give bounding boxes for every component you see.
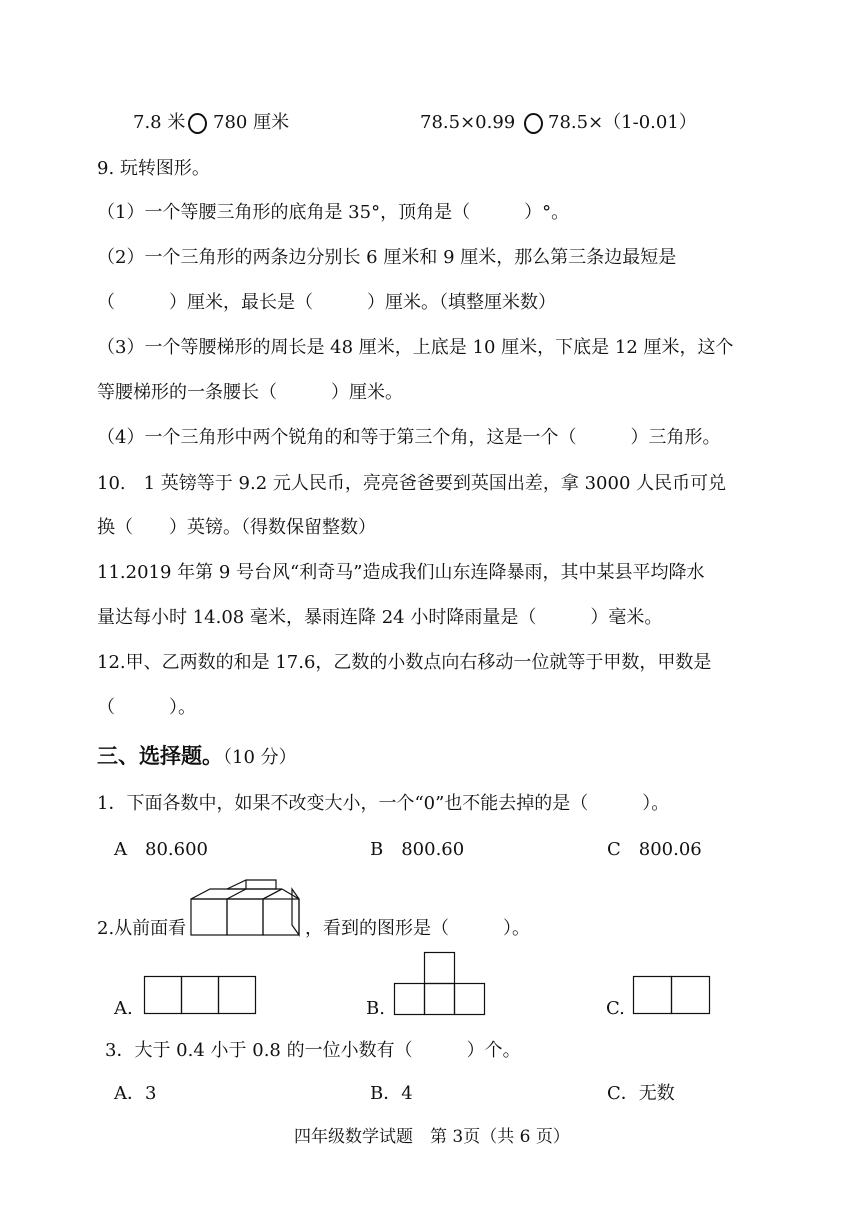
- compare-right-b: 78.5×（1-0.01）: [548, 112, 697, 133]
- choice1-option-a[interactable]: A 80.600: [114, 839, 208, 860]
- choice3-option-b[interactable]: B．4: [370, 1083, 413, 1104]
- choice3-option-c[interactable]: C．无数: [607, 1083, 675, 1104]
- page-footer: 四年级数学试题 第 3页（共 6 页）: [294, 1127, 570, 1147]
- option-a-figure[interactable]: [144, 976, 256, 1015]
- compare-right-a: 78.5×0.99: [420, 112, 516, 133]
- q11-line1: 11.2019 年第 9 号台风“利奇马”造成我们山东连降暴雨，其中某县平均降水: [97, 562, 705, 583]
- q9-part3-line2: 等腰梯形的一条腰长（ ）厘米。: [97, 382, 403, 403]
- choice2-option-b-label[interactable]: B.: [366, 998, 385, 1019]
- compare-left-a: 7.8 米: [133, 112, 186, 133]
- choice2-option-c-label[interactable]: C.: [606, 998, 625, 1019]
- q10-line2: 换（ ）英镑。（得数保留整数）: [97, 517, 376, 538]
- section-heading: [97, 744, 297, 770]
- option-b-figure[interactable]: [394, 952, 486, 1015]
- compare-left-b: 780 厘米: [213, 112, 290, 133]
- choice2-stem-before: 2.从前面看: [97, 918, 187, 939]
- section-title: 三、选择题。: [97, 744, 223, 768]
- q9-part4: （4）一个三角形中两个锐角的和等于第三个角，这是一个（ ）三角形。: [97, 427, 721, 448]
- choice3-stem: 3．大于 0.4 小于 0.8 的一位小数有（ ）个。: [105, 1040, 521, 1061]
- q9-part1: （1）一个等腰三角形的底角是 35°，顶角是（ ）°。: [97, 202, 570, 223]
- q11-line2: 量达每小时 14.08 毫米，暴雨连降 24 小时降雨量是（ ）毫米。: [97, 607, 663, 628]
- compare-circle-right[interactable]: [524, 113, 543, 134]
- cube-arrangement-figure: [188, 877, 303, 939]
- choice1-option-b[interactable]: B 800.60: [370, 839, 465, 860]
- section-points: （10 分）: [223, 747, 297, 768]
- q12-line2: （ ）。: [97, 697, 196, 718]
- choice1-option-c[interactable]: C 800.06: [607, 839, 702, 860]
- q9-part2-line1: （2）一个三角形的两条边分别长 6 厘米和 9 厘米，那么第三条边最短是: [97, 247, 677, 268]
- q12-line1: 12.甲、乙两数的和是 17.6，乙数的小数点向右移动一位就等于甲数，甲数是: [97, 652, 712, 673]
- choice2-stem-after: ，看到的图形是（ ）。: [305, 918, 530, 939]
- compare-circle-left[interactable]: [188, 113, 207, 134]
- choice3-option-a[interactable]: A．3: [114, 1083, 157, 1104]
- option-c-figure[interactable]: [633, 976, 710, 1015]
- choice2-option-a-label[interactable]: A.: [114, 998, 133, 1019]
- q10-line1: 10. 1 英镑等于 9.2 元人民币，亮亮爸爸要到英国出差，拿 3000 人民币可兑: [97, 473, 727, 494]
- q9-part3-line1: （3）一个等腰梯形的周长是 48 厘米，上底是 10 厘米，下底是 12 厘米，这个: [97, 337, 734, 358]
- q9-part2-line2: （ ）厘米，最长是（ ）厘米。（填整厘米数）: [97, 292, 556, 313]
- choice1-stem: 1．下面各数中，如果不改变大小，一个“0”也不能去掉的是（ ）。: [97, 793, 670, 814]
- q9-title: 9. 玩转图形。: [97, 158, 210, 179]
